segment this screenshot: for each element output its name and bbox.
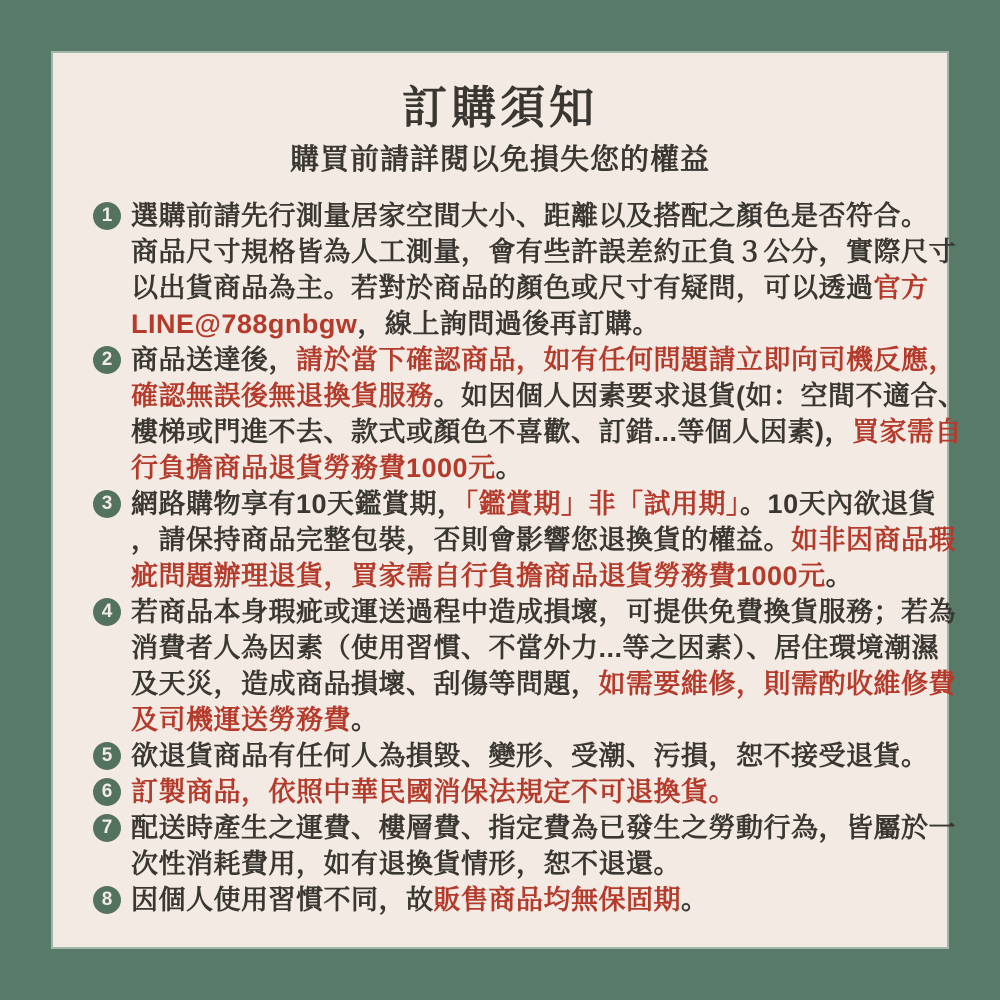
text-line	[131, 666, 956, 702]
list-item-3	[93, 486, 956, 594]
text-segment-highlight: 如非因商品瑕	[791, 525, 956, 556]
text-line	[131, 738, 929, 774]
text-segment: ，線上詢問過後再訂購。	[357, 309, 660, 340]
text-segment-highlight: 請於當下確認商品，如有任何問題請立即向司機反應，	[296, 345, 956, 376]
item-text	[131, 486, 956, 594]
text-segment-highlight: 「鑑賞期」非「試用期」	[464, 489, 741, 520]
text-line	[131, 774, 736, 810]
text-line	[131, 306, 947, 342]
text-line	[131, 270, 947, 306]
item-number-badge	[93, 814, 121, 842]
text-line	[131, 450, 947, 486]
text-segment-highlight: 如需要維修，則需酌收維修費	[598, 669, 956, 700]
text-line	[131, 414, 962, 450]
text-line	[131, 522, 956, 558]
text-segment: 配送時產生之運費、樓層費、指定費為已發生之勞動行為，皆屬於一	[131, 813, 956, 844]
text-segment: ，請保持商品完整包裝，否則會影響您退換貨的權益。	[131, 525, 791, 556]
badge-number: 3	[101, 493, 113, 515]
text-segment: 次性消耗費用，如有退換貨情形，恕不退還。	[131, 849, 681, 880]
badge-number: 2	[101, 349, 113, 371]
item-text	[131, 810, 956, 882]
text-segment-highlight: 確認無誤後無退換貨服務	[131, 381, 434, 412]
text-line	[131, 630, 947, 666]
item-text	[131, 198, 956, 342]
text-line	[131, 594, 956, 630]
text-segment-highlight: 訂製商品，依照中華民國消保法規定不可退換貨。	[131, 777, 736, 808]
notice-panel	[53, 53, 966, 947]
text-line	[131, 342, 956, 378]
badge-number: 1	[101, 205, 113, 227]
text-segment: 。	[495, 453, 524, 484]
item-text	[131, 738, 929, 774]
notice-list	[53, 198, 966, 918]
text-line	[131, 882, 709, 918]
text-line	[131, 486, 947, 522]
list-item-2	[93, 342, 966, 486]
text-segment: 以出貨商品為主。若對於商品的顏色或尺寸有疑問，可以透過	[131, 273, 874, 304]
text-segment: 網路購物享有10天鑑賞期，	[131, 489, 465, 520]
item-text	[131, 594, 956, 738]
text-segment: 。	[681, 885, 709, 916]
page-subtitle: 購買前請詳閱以免損失您的權益	[289, 143, 710, 176]
item-number-badge	[93, 202, 121, 230]
text-segment: 因個人使用習慣不同，故	[131, 885, 434, 916]
text-segment: 選購前請先行測量居家空間大小、距離以及搭配之顏色是否符合。	[131, 201, 929, 232]
badge-number: 5	[101, 745, 113, 767]
text-segment: 若商品本身瑕疵或運送過程中造成損壞，可提供免費換貨服務；若為	[131, 597, 956, 628]
item-number-badge	[93, 886, 121, 914]
item-number-badge	[93, 346, 121, 374]
text-line	[131, 810, 956, 846]
text-segment-highlight: 官方	[873, 273, 929, 304]
text-segment: 。	[825, 561, 854, 592]
badge-number: 8	[101, 889, 113, 911]
text-segment: 欲退貨商品有任何人為損毀、變形、受潮、污損，恕不接受退貨。	[131, 741, 929, 772]
badge-number: 7	[101, 817, 113, 839]
list-item-6	[93, 774, 947, 810]
list-item-1	[93, 198, 956, 342]
text-segment: 及天災，造成商品損壞、刮傷等問題，	[131, 669, 599, 700]
item-number-badge	[93, 742, 121, 770]
text-segment: 商品尺寸規格皆為人工測量，會有些許誤差約正負３公分，實際尺寸	[131, 237, 956, 268]
text-segment: 樓梯或門進不去、款式或顏色不喜歡、訂錯...等個人因素)，	[131, 417, 852, 448]
text-segment-highlight: 行負擔商品退貨勞務費1000元	[131, 453, 496, 484]
badge-number: 4	[101, 601, 113, 623]
item-number-badge	[93, 778, 121, 806]
item-number-badge	[93, 490, 121, 518]
text-segment: 。10天內欲退貨	[740, 489, 937, 520]
text-line	[131, 702, 947, 738]
text-segment: 。	[351, 705, 379, 736]
list-item-8	[93, 882, 947, 918]
text-segment-highlight: 疵問題辦理退貨，買家需自行負擔商品退貨勞務費1000元	[131, 561, 826, 592]
text-segment: 商品送達後，	[131, 345, 296, 376]
list-item-7	[93, 810, 956, 882]
list-item-5	[93, 738, 947, 774]
item-number-badge	[93, 598, 121, 626]
page-title: 訂購須知	[401, 82, 598, 133]
text-segment: 消費者人為因素（使用習慣、不當外力...等之因素）、居住環境潮濕	[131, 633, 940, 664]
text-segment-highlight: 及司機運送勞務費	[131, 705, 351, 736]
text-segment: 。如因個人因素要求退貨(如：空間不適合、	[433, 381, 966, 412]
text-segment-highlight: 買家需自	[852, 417, 962, 448]
text-line	[131, 378, 966, 414]
text-line	[131, 558, 947, 594]
text-line	[131, 198, 947, 234]
text-segment-highlight: 販售商品均無保固期	[433, 885, 681, 916]
list-item-4	[93, 594, 956, 738]
item-text	[131, 774, 736, 810]
line-id-text: LINE@788gnbgw	[131, 309, 358, 340]
badge-number: 6	[101, 781, 113, 803]
item-text	[131, 342, 966, 486]
text-line	[131, 234, 956, 270]
item-text	[131, 882, 709, 918]
text-line	[131, 846, 947, 882]
